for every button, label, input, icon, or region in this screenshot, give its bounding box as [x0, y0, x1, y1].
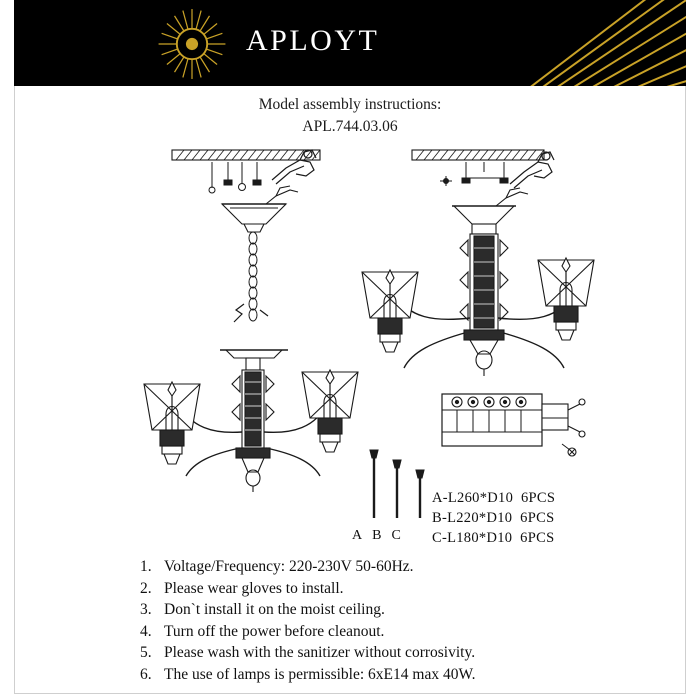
instruction-item	[140, 601, 680, 619]
right-anchors	[440, 162, 508, 186]
left-shade-b	[302, 370, 358, 452]
instruction-text: Voltage/Frequency: 220-230V 50-60Hz.	[164, 558, 414, 575]
left-shade-a	[144, 382, 200, 464]
part-item-b: B-L220*D10 6PCS	[432, 510, 555, 526]
right-shade-b	[538, 258, 594, 340]
rod-b	[393, 460, 401, 518]
instruction-item	[140, 666, 680, 684]
instruction-number: 1.	[140, 558, 152, 575]
instruction-text: Please wear gloves to install.	[164, 579, 344, 597]
part-item-c: C-L180*D10 6PCS	[432, 530, 555, 546]
brand-name: APLOYT	[246, 24, 380, 57]
left-body-top	[220, 350, 288, 370]
left-ceiling-plate	[172, 150, 320, 160]
model-code: APL.744.03.06	[302, 118, 398, 135]
right-canopy	[452, 188, 528, 234]
right-ceiling-plate	[412, 150, 544, 160]
rod-label-c: C	[391, 528, 411, 543]
left-finial	[236, 448, 270, 492]
instruction-item	[140, 623, 680, 641]
left-chain	[234, 232, 268, 322]
instruction-item	[140, 644, 680, 662]
rod-c	[416, 470, 424, 518]
left-central-column	[232, 370, 274, 448]
instruction-text: The use of lamps is permissible: 6xE14 max 40W.	[164, 665, 476, 683]
assembly-diagram	[14, 132, 686, 532]
right-central-column	[460, 234, 508, 330]
rod-label-a: A	[352, 528, 373, 543]
instruction-item	[140, 558, 680, 576]
instruction-number: 4.	[140, 622, 152, 640]
instruction-number: 3.	[140, 601, 152, 618]
part-item-a: A-L260*D10 6PCS	[432, 490, 556, 506]
rod-a	[370, 450, 378, 518]
instruction-number: 2.	[140, 579, 152, 597]
instruction-text: Turn off the power before cleanout.	[164, 622, 385, 640]
instruction-text: Please wash with the sanitizer without corrosivity.	[164, 644, 476, 661]
instructions-list	[140, 558, 680, 687]
terminal-block-diagram	[442, 394, 585, 456]
right-shade-a	[362, 270, 418, 352]
header-banner	[14, 0, 686, 86]
sunburst-rays-icon	[514, 0, 686, 86]
sunburst-logo-icon	[154, 6, 230, 82]
left-anchors	[209, 162, 261, 193]
page-title: Model assembly instructions:	[258, 96, 442, 113]
title-block	[0, 96, 700, 136]
parts-list	[432, 488, 682, 548]
instruction-number: 5.	[140, 644, 152, 661]
instruction-text: Don`t install it on the moist ceiling.	[164, 601, 385, 618]
rod-label-b: B	[372, 528, 392, 543]
right-finial	[464, 330, 504, 376]
rod-labels	[352, 528, 432, 544]
instruction-item	[140, 580, 680, 598]
left-canopy	[222, 186, 298, 232]
instruction-number: 6.	[140, 665, 152, 683]
